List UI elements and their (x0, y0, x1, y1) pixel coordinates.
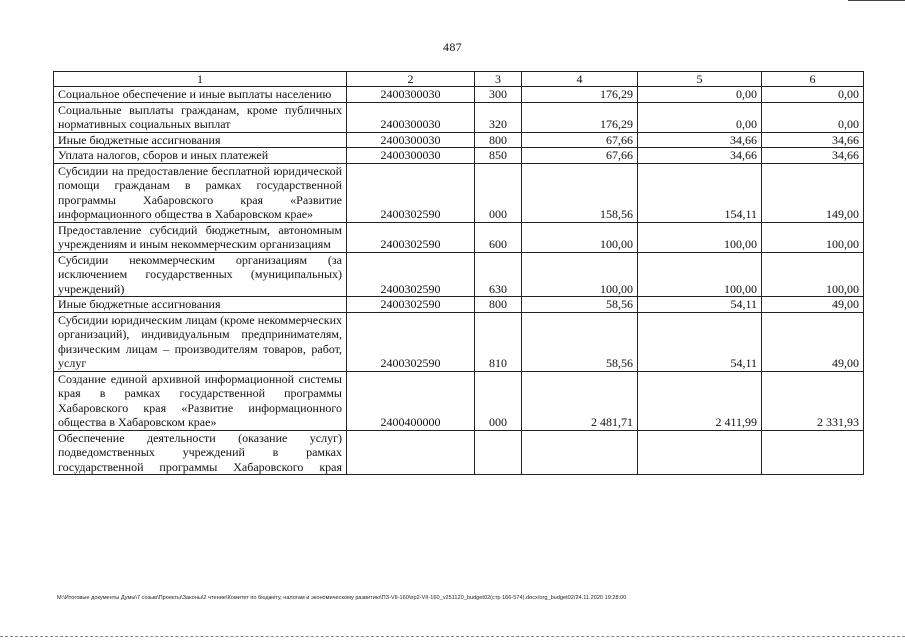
row-name-cell: Иные бюджетные ассигнования (54, 132, 347, 148)
row-amount-col4-cell: 58,56 (522, 297, 638, 313)
row-target-article-cell: 2400302590 (347, 222, 475, 252)
row-expense-type-cell: 320 (475, 102, 522, 132)
row-amount-col6-cell: 100,00 (762, 222, 864, 252)
budget-table (53, 71, 864, 475)
header-col-3: 3 (475, 72, 522, 87)
row-amount-col6-cell: 34,66 (762, 132, 864, 148)
row-amount-col5-cell: 0,00 (638, 102, 762, 132)
row-amount-col6-cell: 100,00 (762, 252, 864, 297)
row-name-cell: Иные бюджетные ассигнования (54, 297, 347, 313)
row-target-article-cell: 2400302590 (347, 297, 475, 313)
table-row (54, 102, 864, 132)
row-name-cell: Социальное обеспечение и иные выплаты населению (54, 87, 347, 103)
table-row (54, 371, 864, 430)
row-target-article-cell (347, 430, 475, 475)
row-target-article-cell: 2400300030 (347, 148, 475, 164)
top-edge-rule (848, 0, 905, 1)
row-amount-col4-cell: 176,29 (522, 87, 638, 103)
row-amount-col6-cell: 0,00 (762, 102, 864, 132)
row-amount-col4-cell: 176,29 (522, 102, 638, 132)
row-expense-type-cell: 850 (475, 148, 522, 164)
row-expense-type-cell: 000 (475, 163, 522, 222)
row-amount-col6-cell: 149,00 (762, 163, 864, 222)
row-target-article-cell: 2400400000 (347, 371, 475, 430)
row-expense-type-cell: 810 (475, 312, 522, 371)
table-row (54, 132, 864, 148)
row-name-cell: Обеспечение деятельности (оказание услуг) подведомственных учреждений в рамках государственной программы Хабаровского края (54, 430, 347, 475)
row-expense-type-cell: 600 (475, 222, 522, 252)
row-name-cell: Субсидии некоммерческим организациям (за исключением государственных (муниципальных) учреждений) (54, 252, 347, 297)
row-amount-col5-cell: 34,66 (638, 148, 762, 164)
row-expense-type-cell: 000 (475, 371, 522, 430)
header-col-6: 6 (762, 72, 864, 87)
bottom-edge-rule (0, 636, 905, 637)
row-amount-col6-cell: 0,00 (762, 87, 864, 103)
page-number: 487 (443, 40, 462, 54)
row-amount-col4-cell: 100,00 (522, 252, 638, 297)
row-name-cell: Создание единой архивной информационной системы края в рамках государственной программы Хабаровского края «Развитие информационного общества в Хабаровском крае» (54, 371, 347, 430)
row-amount-col4-cell: 58,56 (522, 312, 638, 371)
row-name-cell: Субсидии юридическим лицам (кроме некоммерческих организаций), индивидуальным предпринимателям, физическим лицам – производителям товаров, работ, услуг (54, 312, 347, 371)
table-row (54, 297, 864, 313)
row-name-cell: Предоставление субсидий бюджетным, автономным учреждениям и иным некоммерческим организациям (54, 222, 347, 252)
row-amount-col5-cell: 100,00 (638, 222, 762, 252)
table-row (54, 163, 864, 222)
table-row (54, 222, 864, 252)
header-col-4: 4 (522, 72, 638, 87)
row-amount-col4-cell (522, 430, 638, 475)
row-amount-col5-cell: 154,11 (638, 163, 762, 222)
table-row (54, 252, 864, 297)
table-body (54, 87, 864, 475)
row-name-cell: Социальные выплаты гражданам, кроме публичных нормативных социальных выплат (54, 102, 347, 132)
row-target-article-cell: 2400300030 (347, 132, 475, 148)
row-amount-col6-cell: 34,66 (762, 148, 864, 164)
row-amount-col6-cell: 2 331,93 (762, 371, 864, 430)
row-amount-col5-cell: 54,11 (638, 297, 762, 313)
row-name-cell: Субсидии на предоставление бесплатной юридической помощи гражданам в рамках государственной программы Хабаровского края «Развитие информационного общества в Хабаровском крае» (54, 163, 347, 222)
table-header-row (54, 72, 864, 87)
row-expense-type-cell (475, 430, 522, 475)
row-amount-col4-cell: 67,66 (522, 148, 638, 164)
row-target-article-cell: 2400302590 (347, 312, 475, 371)
row-expense-type-cell: 300 (475, 87, 522, 103)
row-target-article-cell: 2400302590 (347, 252, 475, 297)
row-amount-col5-cell: 100,00 (638, 252, 762, 297)
header-col-2: 2 (347, 72, 475, 87)
header-col-1: 1 (54, 72, 347, 87)
row-expense-type-cell: 630 (475, 252, 522, 297)
row-amount-col5-cell: 0,00 (638, 87, 762, 103)
row-amount-col5-cell: 34,66 (638, 132, 762, 148)
header-col-5: 5 (638, 72, 762, 87)
row-amount-col5-cell (638, 430, 762, 475)
row-amount-col5-cell: 2 411,99 (638, 371, 762, 430)
row-amount-col6-cell: 49,00 (762, 297, 864, 313)
table-row (54, 430, 864, 475)
row-expense-type-cell: 800 (475, 132, 522, 148)
row-amount-col6-cell: 49,00 (762, 312, 864, 371)
row-amount-col5-cell: 54,11 (638, 312, 762, 371)
row-name-cell: Уплата налогов, сборов и иных платежей (54, 148, 347, 164)
row-target-article-cell: 2400302590 (347, 163, 475, 222)
row-target-article-cell: 2400300030 (347, 87, 475, 103)
table-row (54, 87, 864, 103)
row-amount-col4-cell: 158,56 (522, 163, 638, 222)
row-amount-col4-cell: 67,66 (522, 132, 638, 148)
table-row (54, 312, 864, 371)
table-row (54, 148, 864, 164)
footer-file-path: M:\Итоговые документы Думы\7 созыв\Проекты\Законы\2 чтение\Комитет по бюджету, налогам и экономическому развитию\ПЗ-VII-160\пр2-VII-160_v251120_budget02(стр 166-574).docx/org_budget02/24.11.2020 19:28:00 (57, 595, 627, 601)
row-amount-col4-cell: 2 481,71 (522, 371, 638, 430)
row-target-article-cell: 2400300030 (347, 102, 475, 132)
row-expense-type-cell: 800 (475, 297, 522, 313)
row-amount-col6-cell (762, 430, 864, 475)
row-amount-col4-cell: 100,00 (522, 222, 638, 252)
